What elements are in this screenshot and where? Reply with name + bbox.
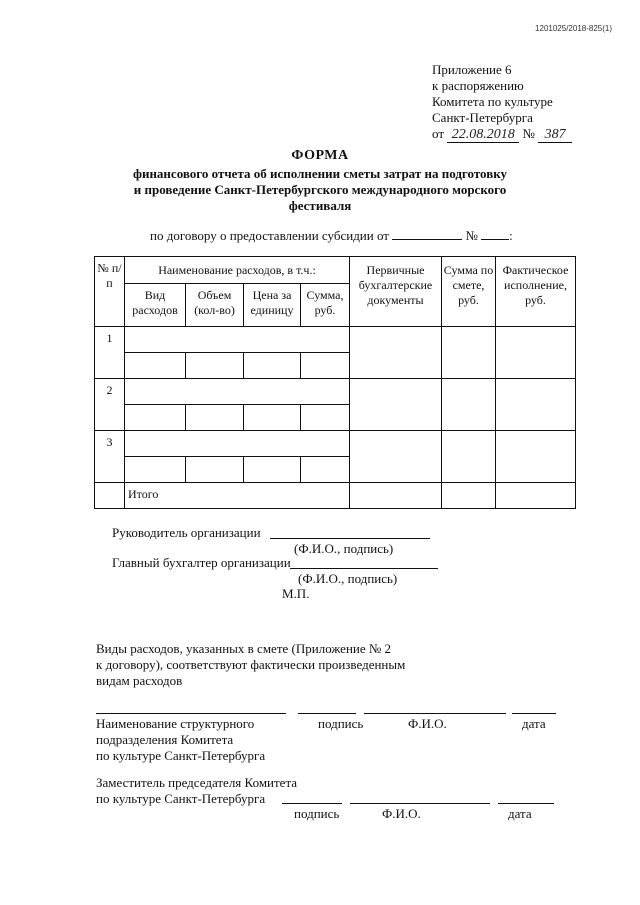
deputy-date-label: дата <box>508 806 532 821</box>
row-volume-cell[interactable] <box>186 405 244 431</box>
total-row <box>95 483 576 509</box>
total-number-cell <box>95 483 125 509</box>
row-kind-cell[interactable] <box>125 457 186 483</box>
contract-number-prefix: № <box>465 228 478 243</box>
conformity-line-1: Виды расходов, указанных в смете (Приложение № 2 <box>96 641 392 656</box>
deputy-fio-line[interactable] <box>350 803 490 804</box>
table-row <box>95 431 576 457</box>
appendix-line-3: Комитета по культуре <box>432 94 553 109</box>
unit-date-line[interactable] <box>512 713 556 714</box>
header-volume: Объем (кол-во) <box>186 284 244 327</box>
number-value: 387 <box>538 128 572 143</box>
row-estimate-sum-cell[interactable] <box>442 431 496 483</box>
header-num: № п/п <box>95 257 125 327</box>
conformity-line-2: к договору), соответствуют фактически произведенным <box>96 657 406 672</box>
deputy-block <box>96 775 297 807</box>
appendix-block <box>432 62 572 143</box>
row-expense-name-cell[interactable] <box>125 431 350 457</box>
row-price-cell[interactable] <box>244 405 301 431</box>
deputy-fio-label: Ф.И.О. <box>382 806 421 821</box>
appendix-date-line <box>432 126 572 143</box>
header-expense-names: Наименование расходов, в т.ч.: <box>125 257 350 284</box>
contract-number-blank[interactable] <box>481 228 509 240</box>
row-primary-docs-cell[interactable] <box>350 327 442 379</box>
total-actual-cell[interactable] <box>496 483 576 509</box>
date-prefix: от <box>432 126 445 141</box>
contract-text: по договору о предоставлении субсидии от <box>150 228 389 243</box>
contract-line <box>150 228 513 244</box>
subtitle-line-2: и проведение Санкт-Петербургского международного морского <box>133 182 507 197</box>
subtitle-line-3: фестиваля <box>288 198 352 213</box>
appendix-line-1: Приложение 6 <box>432 62 512 77</box>
header-estimate-sum: Сумма по смете, руб. <box>442 257 496 327</box>
unit-fio-line[interactable] <box>364 713 506 714</box>
accountant-hint: (Ф.И.О., подпись) <box>298 571 398 586</box>
head-hint: (Ф.И.О., подпись) <box>294 541 394 556</box>
row-actual-cell[interactable] <box>496 431 576 483</box>
header-unit-price: Цена за единицу <box>244 284 301 327</box>
financial-report-table <box>94 256 576 509</box>
table-row <box>95 327 576 353</box>
row-price-cell[interactable] <box>244 457 301 483</box>
head-label: Руководитель организации <box>112 525 261 540</box>
row-kind-cell[interactable] <box>125 353 186 379</box>
header-sum: Сумма, руб. <box>301 284 350 327</box>
header-kind: Вид расходов <box>125 284 186 327</box>
unit-signature-label: подпись <box>318 716 364 731</box>
date-value: 22.08.2018 <box>447 128 519 143</box>
row-actual-cell[interactable] <box>496 327 576 379</box>
row-volume-cell[interactable] <box>186 353 244 379</box>
row-primary-docs-cell[interactable] <box>350 379 442 431</box>
appendix-line-2: к распоряжению <box>432 78 524 93</box>
unit-name-block <box>96 716 265 764</box>
row-price-cell[interactable] <box>244 353 301 379</box>
contract-date-blank[interactable] <box>392 228 462 240</box>
conformity-line-3: видам расходов <box>96 673 183 688</box>
total-label: Итого <box>125 483 350 509</box>
row-estimate-sum-cell[interactable] <box>442 327 496 379</box>
unit-line-3: по культуре Санкт-Петербурга <box>96 748 266 763</box>
row-actual-cell[interactable] <box>496 379 576 431</box>
head-signature-line[interactable] <box>270 538 430 539</box>
row-number: 1 <box>95 327 125 379</box>
header-primary-docs: Первичные бухгалтерские документы <box>350 257 442 327</box>
row-expense-name-cell[interactable] <box>125 327 350 353</box>
row-estimate-sum-cell[interactable] <box>442 379 496 431</box>
form-title: ФОРМА <box>291 148 349 163</box>
table-row <box>95 379 576 405</box>
deputy-date-line[interactable] <box>498 803 554 804</box>
unit-fio-label: Ф.И.О. <box>408 716 447 731</box>
document-id: 1201025/2018-825(1) <box>535 24 612 33</box>
row-number: 3 <box>95 431 125 483</box>
row-sum-cell[interactable] <box>301 457 350 483</box>
row-expense-name-cell[interactable] <box>125 379 350 405</box>
row-sum-cell[interactable] <box>301 405 350 431</box>
unit-line-1: Наименование структурного <box>96 716 255 731</box>
total-estimate-cell[interactable] <box>442 483 496 509</box>
accountant-label: Главный бухгалтер организации <box>112 555 291 570</box>
unit-date-label: дата <box>522 716 546 731</box>
deputy-signature-line[interactable] <box>282 803 342 804</box>
conformity-text <box>96 641 405 689</box>
unit-line-2: подразделения Комитета <box>96 732 234 747</box>
deputy-signature-label: подпись <box>294 806 340 821</box>
row-sum-cell[interactable] <box>301 353 350 379</box>
appendix-line-4: Санкт-Петербурга <box>432 110 533 125</box>
stamp-label: М.П. <box>282 586 310 601</box>
unit-signature-line[interactable] <box>298 713 356 714</box>
row-number: 2 <box>95 379 125 431</box>
unit-name-line[interactable] <box>96 713 286 714</box>
contract-end: : <box>509 228 513 243</box>
subtitle-line-1: финансового отчета об исполнении сметы затрат на подготовку <box>132 166 508 181</box>
total-primary-docs-cell[interactable] <box>350 483 442 509</box>
row-volume-cell[interactable] <box>186 457 244 483</box>
accountant-signature-line[interactable] <box>290 568 438 569</box>
form-subtitle <box>0 166 640 214</box>
number-prefix: № <box>522 126 535 141</box>
header-actual: Фактическое исполнение, руб. <box>496 257 576 327</box>
row-kind-cell[interactable] <box>125 405 186 431</box>
deputy-line-2: по культуре Санкт-Петербурга <box>96 791 266 806</box>
row-primary-docs-cell[interactable] <box>350 431 442 483</box>
deputy-line-1: Заместитель председателя Комитета <box>96 775 298 790</box>
